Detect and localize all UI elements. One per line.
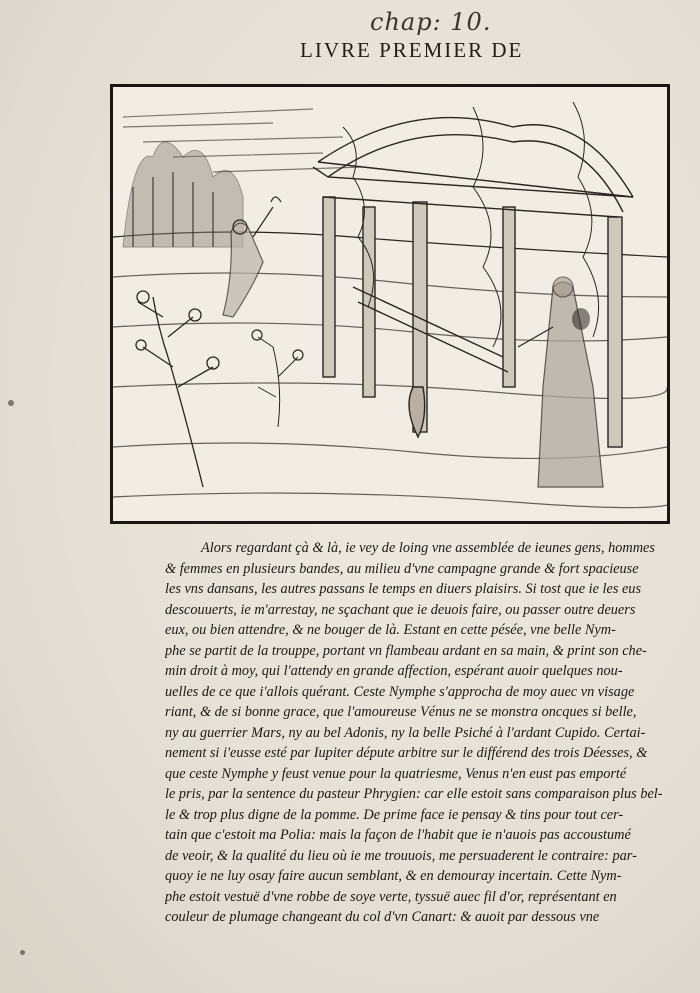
body-text (165, 538, 687, 928)
running-head: LIVRE PREMIER DE (300, 38, 524, 62)
ink-stain (20, 950, 25, 955)
text-line: que ceste Nymphe y feust venue pour la quatriesme, Venus n'en eust pas emporté (165, 765, 627, 782)
text-line: & femmes en plusieurs bandes, au milieu d'vne campagne grande & fort spacieuse (165, 560, 639, 577)
text-line: les vns dansans, les autres passans le temps en diuers plaisirs. Si tost que ie les eus (165, 581, 642, 597)
text-line: le & trop plus digne de la pomme. De prime face ie pensay & tins pour tout cer- (165, 806, 624, 823)
text-line: le pris, par la sentence du pasteur Phrygien: car elle estoit sans comparaison plus bel- (165, 786, 663, 802)
text-line: quoy ie ne luy osay faire aucun semblant, & en demouray incertain. Cette Nym- (165, 868, 622, 884)
woodcut-drawing (113, 87, 667, 521)
text-line: ny au guerrier Mars, ny au bel Adonis, ny la belle Psiché à l'ardant Cupido. Certai- (165, 724, 646, 741)
text-line: de veoir, & la qualité du lieu où ie me trouuois, me persuaderent le contraire: par- (165, 847, 637, 864)
text-line: riant, & de si bonne grace, que l'amoureuse Vénus ne se monstra oncques si belle, (165, 704, 637, 720)
text-line: couleur de plumage changeant du col d'vn Canart: & auoit par dessous vne (165, 909, 600, 925)
text-line: tain que c'estoit ma Polia: mais la façon de l'habit que ie n'auois pas accoustumé (165, 827, 631, 843)
text-line: Alors regardant çà & là, ie vey de loing vne assemblée de ieunes gens, hommes (201, 540, 655, 556)
woodcut-illustration (110, 84, 670, 524)
text-line: min droit à moy, qui l'attendy en grande affection, espérant auoir quelques nou- (165, 663, 623, 679)
text-line: eux, ou bien attendre, & ne bouger de là. Estant en cette pésée, vne belle Nym- (165, 622, 616, 638)
text-line: phe estoit vestuë d'vne robbe de soye verte, tyssuë auec fil d'or, représentant en (165, 888, 617, 905)
handwritten-chapter-note: chap: 10. (370, 8, 492, 36)
text-line: nement si i'eusse esté par Iupiter députe arbitre sur le différend des trois Déesses, & (165, 745, 648, 761)
text-line: phe se partit de la trouppe, portant vn flambeau ardant en sa main, & print son che- (165, 642, 647, 659)
ink-stain (572, 308, 590, 330)
text-line: descouuerts, ie m'arrestay, ne sçachant que ie deuois faire, ou passer outre deuers (165, 601, 636, 618)
ink-stain (8, 400, 14, 406)
text-line: uelles de ce que i'allois quérant. Ceste Nymphe s'approcha de moy auec vn visage (165, 683, 635, 700)
